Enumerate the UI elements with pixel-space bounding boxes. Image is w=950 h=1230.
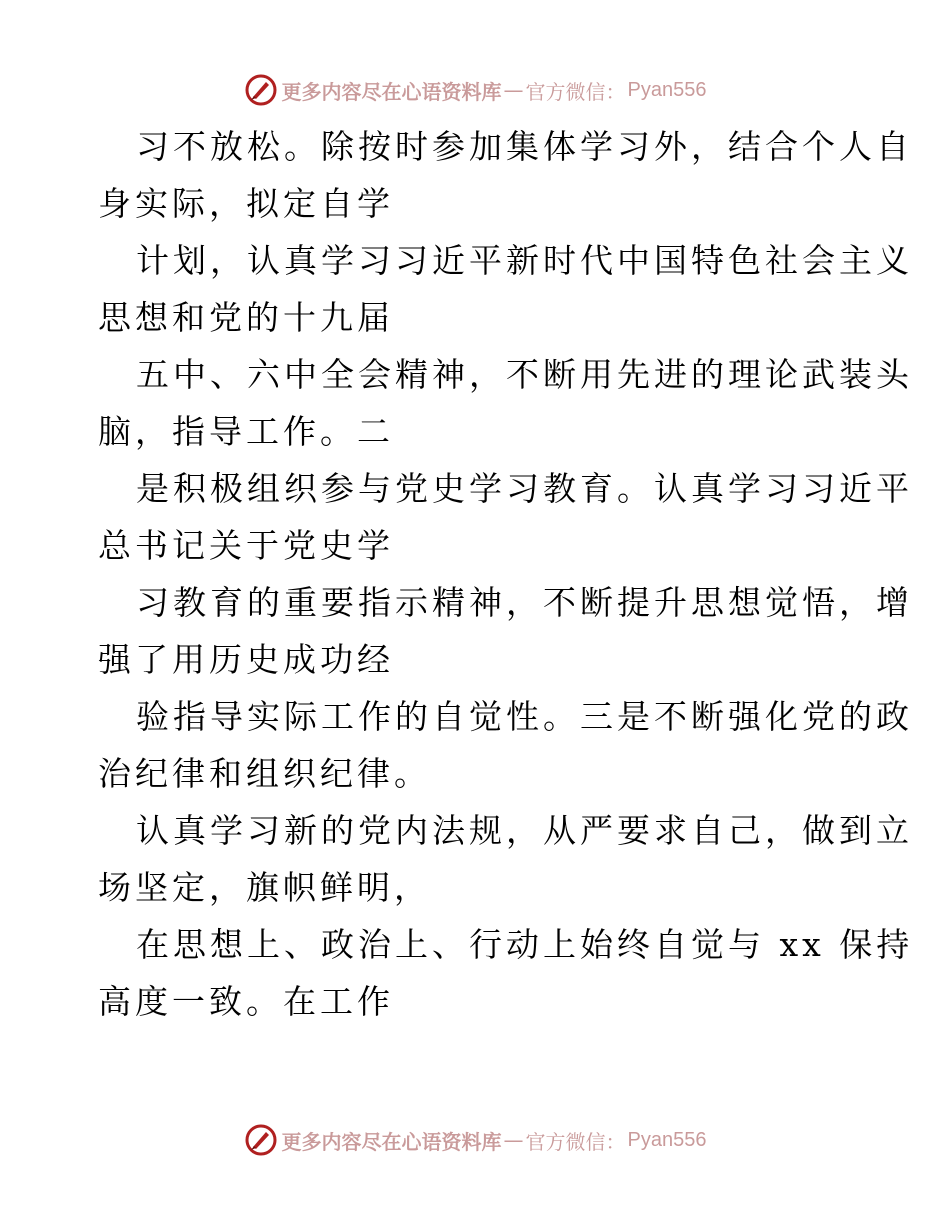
paragraph-line: 场坚定，旗帜鲜明， <box>98 868 431 907</box>
paragraph-line: 验指导实际工作的自觉性。三是不断强化党的政 <box>136 697 913 736</box>
paragraph-line: 身实际，拟定自学 <box>98 184 394 223</box>
footer-banner <box>0 1120 950 1160</box>
banner-wechat-id: Pyan556 <box>627 78 707 101</box>
paragraph-line: 习教育的重要指示精神，不断提升思想觉悟，增 <box>136 583 913 622</box>
paragraph-line: 习不放松。除按时参加集体学习外，结合个人自 <box>136 127 913 166</box>
banner-separator: — <box>503 1128 524 1152</box>
banner-site-text: 更多内容尽在心语资料库 <box>281 79 502 104</box>
banner-wechat-label: 官方微信： <box>525 79 626 104</box>
paragraph-line: 在思想上、政治上、行动上始终自觉与 xx 保持 <box>136 925 914 964</box>
paragraph-6 <box>98 688 913 802</box>
banner-site-text: 更多内容尽在心语资料库 <box>281 1129 502 1154</box>
paragraph-line: 认真学习新的党内法规，从严要求自己，做到立 <box>136 811 913 850</box>
paragraph-5 <box>98 574 913 688</box>
paragraph-line: 脑，指导工作。二 <box>98 412 394 451</box>
paragraph-3 <box>98 346 913 460</box>
document-body <box>98 118 914 1030</box>
paragraph-8 <box>98 916 914 1030</box>
paragraph-line: 高度一致。在工作 <box>98 982 394 1021</box>
quill-pen-logo-icon <box>244 1123 278 1157</box>
paragraph-line: 是积极组织参与党史学习教育。认真学习习近平 <box>136 469 913 508</box>
banner-wechat-id: Pyan556 <box>627 1128 707 1151</box>
paragraph-7 <box>98 802 913 916</box>
paragraph-1 <box>98 118 913 232</box>
paragraph-line: 思想和党的十九届 <box>98 298 394 337</box>
quill-pen-logo-icon <box>244 73 278 107</box>
paragraph-line: 强了用历史成功经 <box>98 640 394 679</box>
paragraph-line: 五中、六中全会精神，不断用先进的理论武装头 <box>136 355 913 394</box>
paragraph-4 <box>98 460 913 574</box>
header-banner <box>0 70 950 110</box>
banner-wechat-label: 官方微信： <box>525 1129 626 1154</box>
paragraph-line: 治纪律和组织纪律。 <box>98 754 431 793</box>
paragraph-2 <box>98 232 913 346</box>
paragraph-line: 计划，认真学习习近平新时代中国特色社会主义 <box>136 241 913 280</box>
banner-separator: — <box>503 78 524 102</box>
paragraph-line: 总书记关于党史学 <box>98 526 394 565</box>
